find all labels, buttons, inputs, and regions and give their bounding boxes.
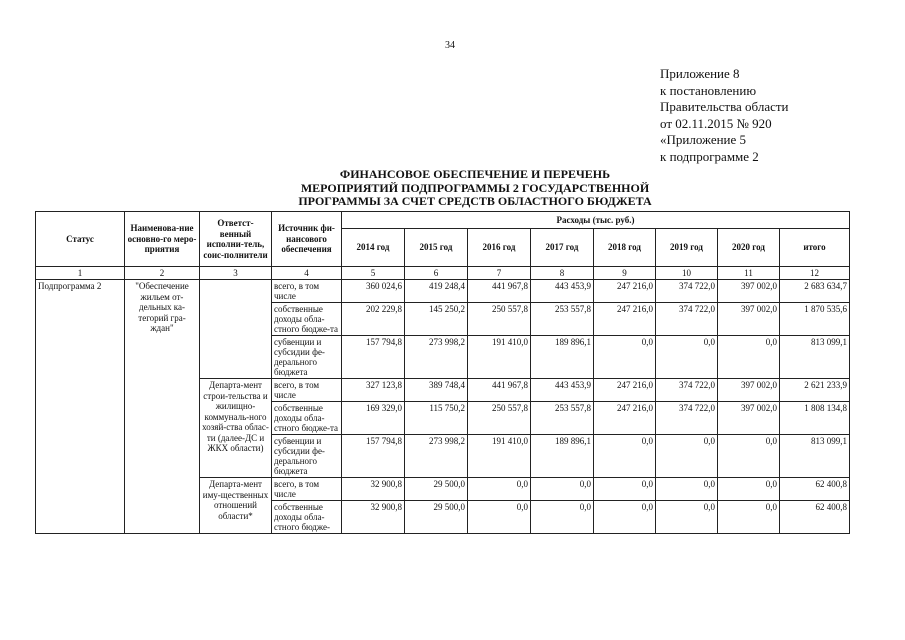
measure-cell: "Обеспечение жильем от-дельных ка-тегорий гра-ждан" xyxy=(125,280,200,534)
total-cell: 62 400,8 xyxy=(780,501,850,534)
header-year: 2018 год xyxy=(594,229,656,267)
source-cell: всего, в том числе xyxy=(272,379,342,402)
source-cell: собственные доходы обла-стного бюдже-та xyxy=(272,303,342,336)
appendix-line: от 02.11.2015 № 920 xyxy=(660,115,772,131)
value-cell: 389 748,4 xyxy=(405,379,468,402)
total-cell: 813 099,1 xyxy=(780,435,850,478)
value-cell: 443 453,9 xyxy=(531,379,594,402)
value-cell: 191 410,0 xyxy=(468,336,531,379)
appendix-note xyxy=(660,66,789,165)
value-cell: 0,0 xyxy=(718,501,780,534)
budget-table xyxy=(35,211,850,534)
value-cell: 397 002,0 xyxy=(718,280,780,303)
table-row xyxy=(36,280,850,303)
title-line: ФИНАНСОВОЕ ОБЕСПЕЧЕНИЕ И ПЕРЕЧЕНЬ xyxy=(339,167,611,181)
total-cell: 813 099,1 xyxy=(780,336,850,379)
column-index: 5 xyxy=(342,267,405,280)
value-cell: 441 967,8 xyxy=(468,280,531,303)
source-cell: всего, в том числе xyxy=(272,280,342,303)
value-cell: 273 998,2 xyxy=(405,336,468,379)
header-total: итого xyxy=(780,229,850,267)
value-cell: 0,0 xyxy=(594,336,656,379)
source-cell: собственные доходы обла-стного бюдже- xyxy=(272,501,342,534)
value-cell: 29 500,0 xyxy=(405,501,468,534)
column-index: 9 xyxy=(594,267,656,280)
column-index-row xyxy=(36,267,850,280)
value-cell: 145 250,2 xyxy=(405,303,468,336)
header-status: Статус xyxy=(36,212,125,267)
header-year: 2020 год xyxy=(718,229,780,267)
header-year: 2017 год xyxy=(531,229,594,267)
responsible-cell xyxy=(200,280,272,379)
value-cell: 443 453,9 xyxy=(531,280,594,303)
value-cell: 397 002,0 xyxy=(718,303,780,336)
value-cell: 0,0 xyxy=(656,336,718,379)
value-cell: 202 229,8 xyxy=(342,303,405,336)
value-cell: 419 248,4 xyxy=(405,280,468,303)
header-expenses: Расходы (тыс. руб.) xyxy=(342,212,850,229)
value-cell: 0,0 xyxy=(468,478,531,501)
source-cell: субвенции и субсидии фе-дерального бюджета xyxy=(272,336,342,379)
source-cell: субвенции и субсидии фе-дерального бюджета xyxy=(272,435,342,478)
value-cell: 247 216,0 xyxy=(594,402,656,435)
column-index: 10 xyxy=(656,267,718,280)
status-cell: Подпрограмма 2 xyxy=(36,280,125,534)
source-cell: собственные доходы обла-стного бюдже-та xyxy=(272,402,342,435)
value-cell: 247 216,0 xyxy=(594,379,656,402)
value-cell: 0,0 xyxy=(594,501,656,534)
value-cell: 397 002,0 xyxy=(718,379,780,402)
value-cell: 273 998,2 xyxy=(405,435,468,478)
value-cell: 374 722,0 xyxy=(656,280,718,303)
value-cell: 189 896,1 xyxy=(531,336,594,379)
column-index: 12 xyxy=(780,267,850,280)
value-cell: 374 722,0 xyxy=(656,379,718,402)
value-cell: 253 557,8 xyxy=(531,303,594,336)
total-cell: 1 808 134,8 xyxy=(780,402,850,435)
value-cell: 0,0 xyxy=(656,478,718,501)
column-index: 6 xyxy=(405,267,468,280)
value-cell: 374 722,0 xyxy=(656,402,718,435)
value-cell: 32 900,8 xyxy=(342,478,405,501)
value-cell: 32 900,8 xyxy=(342,501,405,534)
total-cell: 2 621 233,9 xyxy=(780,379,850,402)
responsible-cell: Департа-мент строи-тельства и жилищно-коммуналь-ного хозяй-ства облас-ти (далее-ДС и ЖКХ области) xyxy=(200,379,272,478)
value-cell: 191 410,0 xyxy=(468,435,531,478)
value-cell: 0,0 xyxy=(718,435,780,478)
column-index: 2 xyxy=(125,267,200,280)
header-source: Источник фи-нансового обеспечения xyxy=(272,212,342,267)
value-cell: 397 002,0 xyxy=(718,402,780,435)
value-cell: 327 123,8 xyxy=(342,379,405,402)
header-year: 2014 год xyxy=(342,229,405,267)
total-cell: 1 870 535,6 xyxy=(780,303,850,336)
value-cell: 189 896,1 xyxy=(531,435,594,478)
column-index: 11 xyxy=(718,267,780,280)
document-title xyxy=(200,168,750,209)
value-cell: 0,0 xyxy=(718,336,780,379)
column-index: 4 xyxy=(272,267,342,280)
value-cell: 169 329,0 xyxy=(342,402,405,435)
value-cell: 441 967,8 xyxy=(468,379,531,402)
value-cell: 0,0 xyxy=(594,478,656,501)
column-index: 3 xyxy=(200,267,272,280)
value-cell: 247 216,0 xyxy=(594,280,656,303)
value-cell: 0,0 xyxy=(531,478,594,501)
value-cell: 247 216,0 xyxy=(594,303,656,336)
appendix-line: Приложение 8 xyxy=(660,66,740,81)
value-cell: 250 557,8 xyxy=(468,303,531,336)
value-cell: 250 557,8 xyxy=(468,402,531,435)
appendix-line: к подпрограмме 2 xyxy=(660,148,759,164)
value-cell: 0,0 xyxy=(656,501,718,534)
header-year: 2015 год xyxy=(405,229,468,267)
total-cell: 2 683 634,7 xyxy=(780,280,850,303)
title-line: ПРОГРАММЫ ЗА СЧЕТ СРЕДСТВ ОБЛАСТНОГО БЮДЖЕТА xyxy=(298,194,652,208)
value-cell: 253 557,8 xyxy=(531,402,594,435)
appendix-line: «Приложение 5 xyxy=(660,132,747,147)
column-index: 1 xyxy=(36,267,125,280)
appendix-line: к постановлению xyxy=(660,82,757,98)
value-cell: 115 750,2 xyxy=(405,402,468,435)
value-cell: 0,0 xyxy=(468,501,531,534)
column-index: 7 xyxy=(468,267,531,280)
header-measure: Наименова-ние основно-го меро-приятия xyxy=(125,212,200,267)
source-cell: всего, в том числе xyxy=(272,478,342,501)
header-responsible: Ответст-венный исполни-тель, соис-полнители xyxy=(200,212,272,267)
value-cell: 0,0 xyxy=(594,435,656,478)
value-cell: 157 794,8 xyxy=(342,336,405,379)
value-cell: 157 794,8 xyxy=(342,435,405,478)
page-number: 34 xyxy=(445,40,455,51)
responsible-cell: Департа-мент иму-щественных отношений области* xyxy=(200,478,272,534)
value-cell: 0,0 xyxy=(531,501,594,534)
header-year: 2016 год xyxy=(468,229,531,267)
value-cell: 0,0 xyxy=(718,478,780,501)
total-cell: 62 400,8 xyxy=(780,478,850,501)
appendix-line: Правительства области xyxy=(660,99,789,114)
value-cell: 29 500,0 xyxy=(405,478,468,501)
title-line: МЕРОПРИЯТИЙ ПОДПРОГРАММЫ 2 ГОСУДАРСТВЕННОЙ xyxy=(300,180,650,195)
header-year: 2019 год xyxy=(656,229,718,267)
value-cell: 360 024,6 xyxy=(342,280,405,303)
value-cell: 374 722,0 xyxy=(656,303,718,336)
value-cell: 0,0 xyxy=(656,435,718,478)
column-index: 8 xyxy=(531,267,594,280)
